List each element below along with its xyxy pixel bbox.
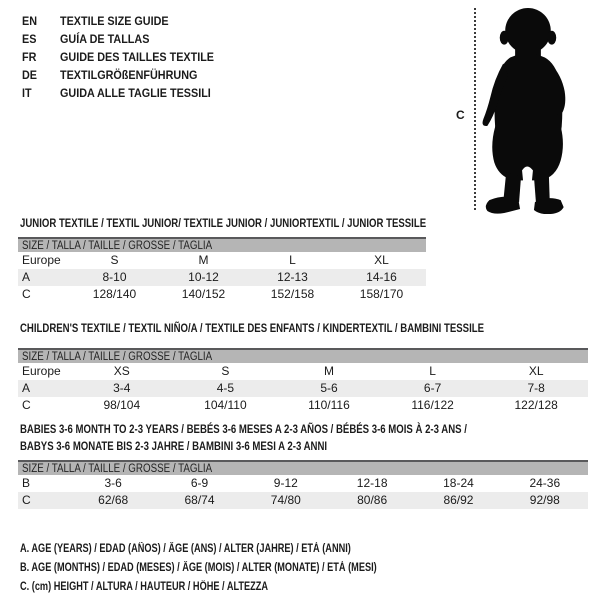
- table-row-height: [18, 286, 426, 303]
- children-table-title: CHILDREN'S TEXTILE / TEXTIL NIÑO/A / TEXTILE DES ENFANTS / KINDERTEXTIL / BAMBINI TESSILE: [20, 321, 485, 335]
- size-cell: 12-13: [277, 270, 308, 284]
- footnote-c: C. (cm) HEIGHT / ALTURA / HAUTEUR / HÖHE / ALTEZZA: [20, 581, 269, 593]
- table-row-age: [18, 380, 588, 397]
- size-cell: 10-12: [188, 270, 219, 284]
- size-cell: XS: [113, 364, 130, 378]
- row-label: A: [22, 270, 31, 284]
- size-cell: 6-9: [190, 476, 209, 490]
- language-code: ES: [22, 32, 37, 46]
- table-row-height: [18, 397, 588, 414]
- size-cell: 6-7: [423, 381, 442, 395]
- size-cell: 116/122: [411, 398, 454, 412]
- size-cell: M: [323, 364, 334, 378]
- size-cell: 24-36: [529, 476, 561, 490]
- size-cell: 98/104: [103, 398, 141, 412]
- babies-size-table: [18, 460, 588, 509]
- size-cell: 3-4: [113, 381, 131, 395]
- table-row-europe: [18, 363, 588, 380]
- size-cell: 104/110: [204, 398, 247, 412]
- babies-table-title-line1: BABIES 3-6 MONTH TO 2-3 YEARS / BEBÉS 3-6 MESES A 2-3 AÑOS / BÉBÉS 3-6 MOIS À 2-3 ANS /: [20, 422, 467, 436]
- size-cell: L: [289, 253, 296, 267]
- language-row-it: [22, 84, 231, 102]
- language-label: TEXTILGRÖßENFÜHRUNG: [60, 68, 198, 82]
- size-cell: 122/128: [514, 398, 558, 412]
- language-code: FR: [22, 50, 37, 64]
- size-cell: XL: [374, 253, 389, 267]
- size-cell: 14-16: [366, 270, 397, 284]
- language-row-en: [22, 12, 231, 30]
- size-cell: 80/86: [357, 493, 388, 507]
- row-label: Europe: [22, 253, 61, 267]
- table-row-months: [18, 475, 588, 492]
- size-cell: 9-12: [273, 476, 298, 490]
- size-header-bar: SIZE / TALLA / TAILLE / GRÖSSE / TAGLIA: [18, 348, 588, 363]
- size-cell: M: [198, 253, 209, 267]
- size-cell: 128/140: [92, 287, 137, 301]
- table-row-europe: [18, 252, 426, 269]
- height-marker-line: [474, 8, 476, 210]
- language-code: DE: [22, 68, 38, 82]
- size-cell: 68/74: [184, 493, 215, 507]
- table-row-age: [18, 269, 426, 286]
- size-cell: 74/80: [270, 493, 301, 507]
- size-cell: 86/92: [443, 493, 474, 507]
- row-label: A: [22, 381, 31, 395]
- size-cell: 62/68: [98, 493, 129, 507]
- size-header-bar: SIZE / TALLA / TAILLE / GRÖSSE / TAGLIA: [18, 460, 588, 475]
- height-marker-label: C: [456, 108, 465, 122]
- size-cell: 3-6: [104, 476, 122, 490]
- language-label: GUIDE DES TAILLES TEXTILE: [60, 50, 215, 64]
- row-label: B: [22, 476, 31, 490]
- language-label: GUIDA ALLE TAGLIE TESSILI: [60, 86, 211, 100]
- language-code: IT: [22, 86, 32, 100]
- size-cell: 12-18: [356, 476, 388, 490]
- size-cell: 152/158: [270, 287, 315, 301]
- table-row-height: [18, 492, 588, 509]
- language-code: EN: [22, 14, 38, 28]
- language-row-fr: [22, 48, 231, 66]
- size-cell: 7-8: [527, 381, 545, 395]
- size-cell: 8-10: [102, 270, 127, 284]
- size-cell: XL: [528, 364, 544, 378]
- footnote-b: B. AGE (MONTHS) / EDAD (MESES) / ÂGE (MOIS) / ALTER (MONATE) / ETÀ (MESI): [20, 562, 377, 574]
- row-label: C: [22, 398, 31, 412]
- language-label: GUÍA DE TALLAS: [60, 32, 150, 46]
- size-cell: 140/152: [181, 287, 226, 301]
- size-cell: L: [429, 364, 436, 378]
- babies-table-title-line2: BABYS 3-6 MONATE BIS 2-3 JAHRE / BAMBINI 3-6 MESI A 2-3 ANNI: [20, 439, 328, 453]
- size-cell: 18-24: [443, 476, 474, 490]
- size-cell: S: [110, 253, 119, 267]
- size-cell: 5-6: [320, 381, 338, 395]
- language-row-de: [22, 66, 231, 84]
- size-cell: 4-5: [216, 381, 235, 395]
- language-label: TEXTILE SIZE GUIDE: [60, 14, 169, 28]
- junior-table-title: JUNIOR TEXTILE / TEXTIL JUNIOR/ TEXTILE JUNIOR / JUNIORTEXTIL / JUNIOR TESSILE: [20, 216, 427, 230]
- size-cell: S: [221, 364, 230, 378]
- footnote-a: A. AGE (YEARS) / EDAD (AÑOS) / ÂGE (ANS) / ALTER (JAHRE) / ETÀ (ANNI): [20, 543, 351, 555]
- language-row-es: [22, 30, 231, 48]
- row-label: C: [22, 287, 31, 301]
- children-size-table: [18, 348, 588, 414]
- row-label: Europe: [22, 364, 61, 378]
- size-header-bar: SIZE / TALLA / TAILLE / GRÖSSE / TAGLIA: [18, 237, 426, 252]
- size-cell: 158/170: [359, 287, 404, 301]
- baby-silhouette-icon: [481, 6, 573, 214]
- size-cell: 110/116: [308, 398, 350, 412]
- language-title-block: [22, 12, 231, 102]
- row-label: C: [22, 493, 31, 507]
- junior-size-table: [18, 237, 426, 303]
- size-cell: 92/98: [529, 493, 560, 507]
